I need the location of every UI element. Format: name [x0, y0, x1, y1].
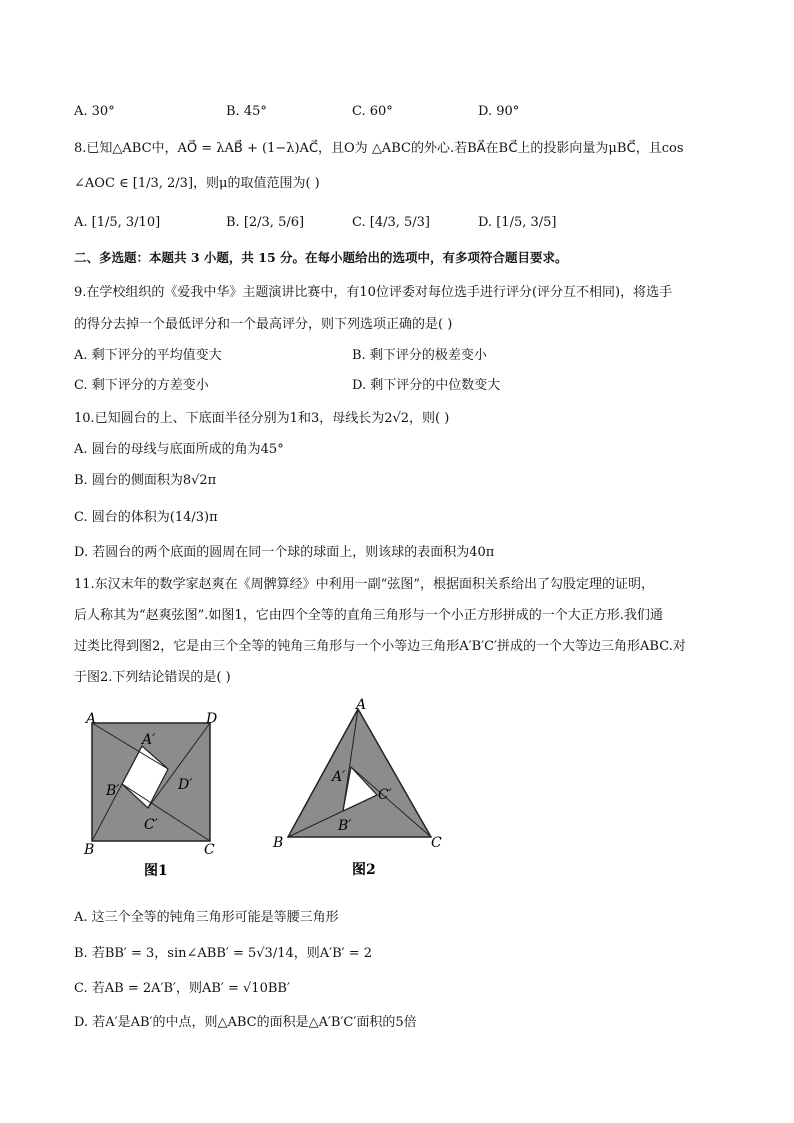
q9-option-d: D. 剩下评分的中位数变大 [352, 378, 501, 393]
q9-option-a: A. 剩下评分的平均值变大 [74, 348, 222, 363]
q11-stem-line2: 后人称其为“赵爽弦图”.如图1，它由四个全等的直角三角形与一个小正方形拼成的一个大正方形.我们通 [74, 608, 663, 623]
q10-stem: 10.已知圆台的上、下底面半径分别为1和3，母线长为2√2，则( ) [74, 411, 450, 426]
fig1-caption: 图1 [144, 863, 168, 879]
q10-option-c: C. 圆台的体积为(14/3)π [74, 510, 218, 525]
q8-stem-line1: 8.已知△ABC中，AO⃗ = λAB⃗ + (1−λ)AC⃗，且O为 △ABC的外心.若BA⃗在BC⃗上的投影向量为μBC⃗，且cos [74, 141, 684, 156]
fig1-label-a-prime: A′ [142, 732, 156, 748]
q11-option-c: C. 若AB = 2A′B′，则AB′ = √10BB′ [74, 981, 290, 996]
section-heading-multiple-choice: 二、多选题：本题共 3 小题，共 15 分。在每小题给出的选项中，有多项符合题目要求。 [74, 250, 568, 265]
q11-stem-line3: 过类比得到图2，它是由三个全等的钝角三角形与一个小等边三角形A′B′C′拼成的一个大等边三角形ABC.对 [74, 639, 686, 654]
fig1-label-d-prime: D′ [178, 777, 193, 793]
fig1-label-c: C [204, 842, 215, 858]
fig2-label-a: A [356, 697, 367, 713]
fig2-label-a-prime: A′ [332, 769, 346, 785]
q8-option-b: B. [2/3, 5/6] [226, 215, 305, 230]
q8-option-c: C. [4/3, 5/3] [352, 215, 430, 230]
q11-stem-line4: 于图2.下列结论错误的是( ) [74, 670, 231, 685]
q7-option-a: A. 30° [74, 104, 115, 119]
q11-option-d: D. 若A′是AB′的中点，则△ABC的面积是△A′B′C′面积的5倍 [74, 1015, 417, 1030]
q10-option-a: A. 圆台的母线与底面所成的角为45° [74, 442, 284, 457]
q7-option-b: B. 45° [226, 104, 267, 119]
q9-option-b: B. 剩下评分的极差变小 [352, 348, 487, 363]
fig1-label-c-prime: C′ [144, 817, 158, 833]
figure-2-equilateral-triangles [268, 695, 458, 880]
q8-stem-line2: ∠AOC ∈ [1/3, 2/3]，则μ的取值范围为( ) [74, 176, 320, 191]
q9-option-c: C. 剩下评分的方差变小 [74, 378, 209, 393]
q9-stem-line1: 9.在学校组织的《爱我中华》主题演讲比赛中，有10位评委对每位选手进行评分(评分互不相同)，将选手 [74, 285, 673, 300]
fig2-label-b: B [273, 835, 284, 851]
q11-stem-line1: 11.东汉末年的数学家赵爽在《周髀算经》中利用一副“弦图”，根据面积关系给出了勾股定理的证明， [74, 577, 654, 592]
fig2-label-c-prime: C′ [378, 787, 392, 803]
q9-stem-line2: 的得分去掉一个最低评分和一个最高评分，则下列选项正确的是( ) [74, 317, 453, 332]
fig2-label-c: C [431, 835, 442, 851]
fig1-label-b-prime: B′ [106, 783, 120, 799]
q8-option-a: A. [1/5, 3/10] [74, 215, 161, 230]
fig1-label-d: D [206, 711, 218, 727]
q8-option-d: D. [1/5, 3/5] [478, 215, 557, 230]
q7-option-d: D. 90° [478, 104, 520, 119]
q11-option-b: B. 若BB′ = 3，sin∠ABB′ = 5√3/14，则A′B′ = 2 [74, 946, 373, 961]
q11-option-a: A. 这三个全等的钝角三角形可能是等腰三角形 [74, 910, 339, 925]
figure-1-zhao-shuang-square [80, 705, 230, 880]
q10-option-b: B. 圆台的侧面积为8√2π [74, 473, 217, 488]
fig1-label-b: B [84, 842, 95, 858]
q7-option-c: C. 60° [352, 104, 393, 119]
fig2-caption: 图2 [352, 862, 376, 878]
q10-option-d: D. 若圆台的两个底面的圆周在同一个球的球面上，则该球的表面积为40π [74, 545, 495, 560]
fig2-label-b-prime: B′ [338, 818, 352, 834]
fig1-label-a: A [86, 711, 97, 727]
